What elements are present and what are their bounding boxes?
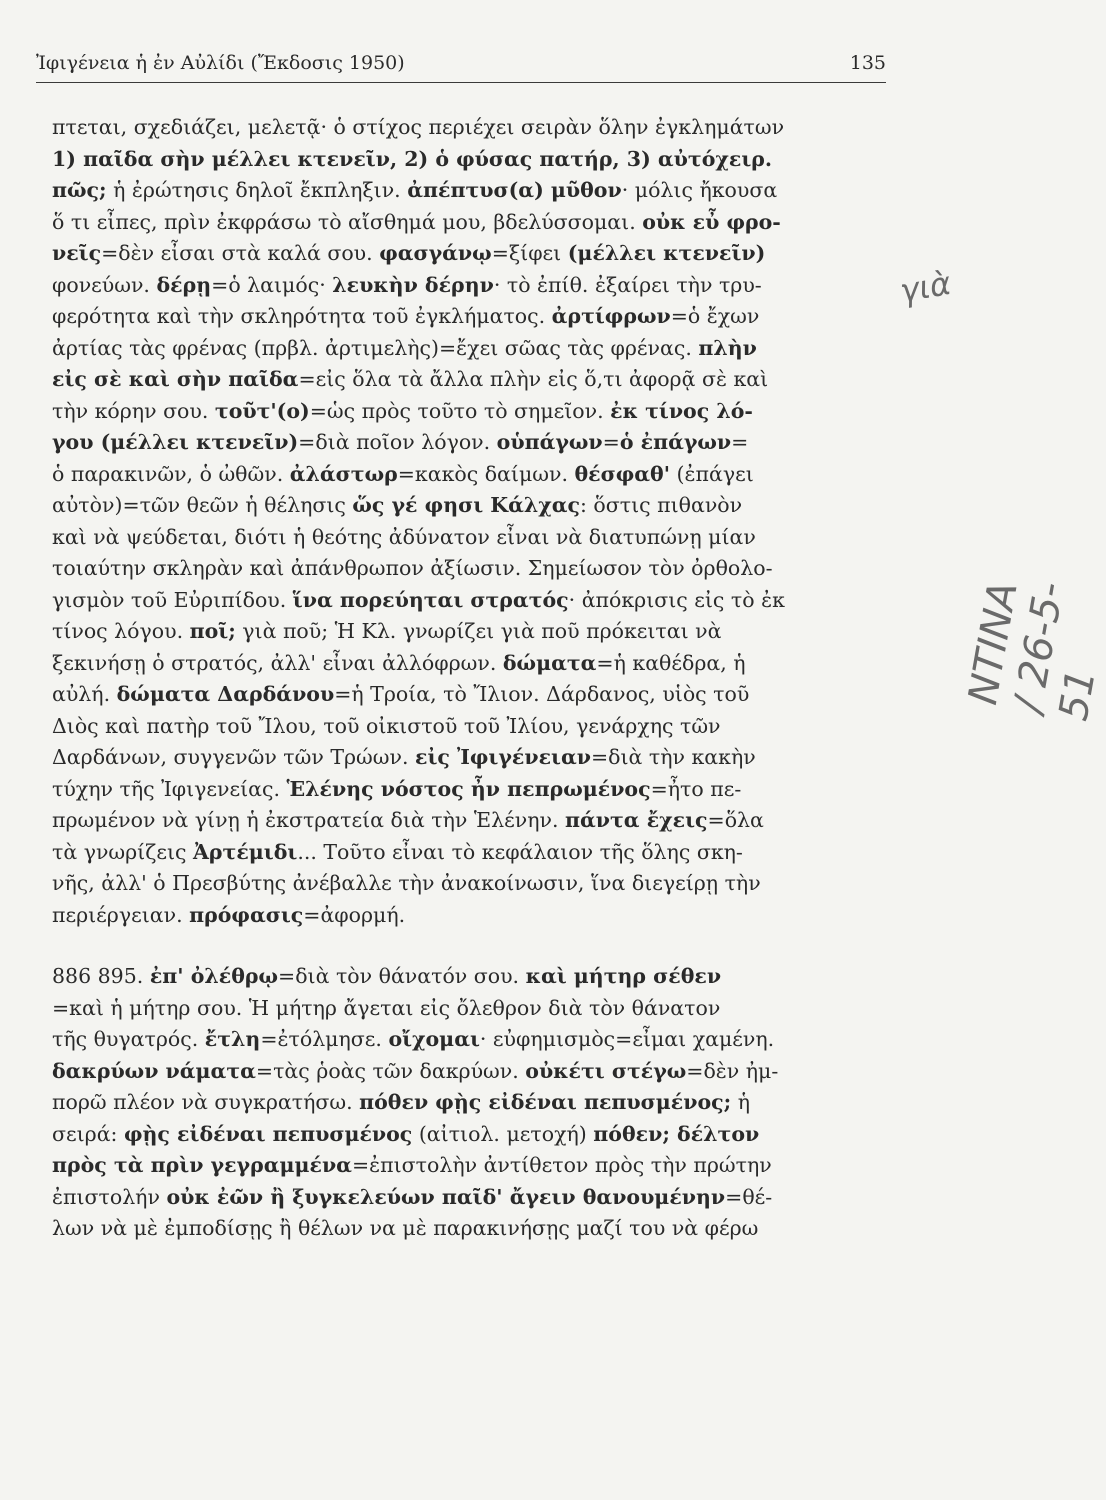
text-line	[52, 742, 892, 774]
text-line	[52, 238, 892, 270]
gloss-text: τὰ γνωρίζεις	[52, 839, 193, 864]
gloss-text: ... Τοῦτο εἶναι τὸ κεφάλαιον τῆς ὅλης σκη-	[297, 839, 743, 864]
gloss-text: =ὡς πρὸς τοῦτο τὸ σημεῖον.	[309, 398, 611, 423]
gloss-text: =θέ-	[725, 1184, 773, 1209]
gloss-text: =δὲν ἠμ-	[686, 1058, 779, 1083]
gloss-text: πτεται, σχεδιάζει, μελετᾷ· ὁ στίχος περιέχει σειρὰν ὅλην ἐγκλημάτων	[52, 115, 785, 139]
text-line	[52, 774, 892, 806]
text-line	[52, 333, 892, 365]
handwritten-margin-note: γιὰ	[897, 263, 954, 311]
gloss-text: · ἀπόκρισις εἰς τὸ ἐκ	[568, 587, 785, 612]
text-line	[52, 837, 892, 869]
text-line	[52, 900, 892, 932]
gloss-text: =ξίφει	[491, 241, 568, 265]
lemma-term: οἴχομαι	[388, 1027, 480, 1051]
lemma-term: ἐκ τίνος λό-	[610, 398, 753, 423]
gloss-text: : ὅστις πιθανὸν	[580, 493, 743, 517]
gloss-text: =ἦτο πε-	[650, 776, 742, 801]
lemma-term: ἐπ' ὀλέθρῳ	[149, 964, 279, 988]
text-line	[52, 1087, 892, 1119]
gloss-text: =ὅλα	[707, 808, 764, 832]
gloss-text: ὅ τι εἶπες, πρὶν ἐκφράσω τὸ αἴσθημά μου, βδελύσσομαι.	[52, 209, 643, 234]
gloss-text: · τὸ ἐπίθ. ἐξαίρει τὴν τρυ-	[493, 272, 762, 297]
gloss-text: φονεύων.	[52, 272, 157, 297]
lemma-term: ἀλάστωρ	[289, 461, 398, 486]
text-line	[52, 459, 892, 491]
gloss-text: · εὐφημισμὸς=εἶμαι χαμένη.	[479, 1027, 775, 1051]
gloss-text: =ἐπιστολὴν ἀντίθετον πρὸς τὴν πρώτην	[351, 1153, 772, 1177]
text-line	[52, 993, 892, 1025]
text-line	[52, 1119, 892, 1151]
paragraph-gap	[52, 931, 892, 961]
gloss-text: γιὰ ποῦ; Ἡ Κλ. γνωρίζει γιὰ ποῦ πρόκειται νὰ	[235, 619, 722, 643]
lemma-term: πόθεν; δέλτον	[593, 1121, 760, 1146]
gloss-text: ὁ παρακινῶν, ὁ ὠθῶν.	[52, 461, 290, 486]
gloss-text: πορῶ πλέον νὰ συγκρατήσω.	[52, 1090, 360, 1114]
gloss-text: ἀρτίας τὰς φρένας (πρβλ. ἀρτιμελὴς)=ἔχει σῶας τὰς φρένας.	[52, 335, 699, 360]
gloss-text: =ἀφορμή.	[303, 902, 406, 927]
gloss-text: ἡ ἐρώτησις δηλοῖ ἔκπληξιν.	[106, 178, 408, 202]
lemma-term: καὶ μήτηρ σέθεν	[525, 964, 722, 988]
gloss-text: =τὰς ῥοὰς τῶν δακρύων.	[255, 1058, 526, 1083]
gloss-text: γισμὸν τοῦ Εὐριπίδου.	[52, 587, 293, 612]
text-line	[52, 144, 892, 176]
page-number: 135	[849, 52, 886, 74]
gloss-text: =δὲν εἶσαι στὰ καλά σου.	[101, 241, 380, 265]
gloss-text: =ἐτόλμησε.	[260, 1027, 389, 1051]
gloss-text: (ἐπάγει	[670, 461, 754, 486]
gloss-text: φερότητα καὶ τὴν σκληρότητα τοῦ ἐγκλήματος.	[52, 304, 552, 328]
text-line	[52, 175, 892, 207]
lemma-term: οὐκ ἐῶν ἢ ξυγκελεύων παῖδ' ἄγειν θανουμένην	[166, 1184, 726, 1209]
header-title: Ἰφιγένεια ἡ ἐν Αὐλίδι (Ἔκδοσις 1950)	[36, 52, 405, 74]
lemma-term: πρόφασις	[189, 902, 304, 927]
gloss-text: =κακὸς δαίμων.	[397, 461, 575, 486]
text-line	[52, 490, 892, 522]
text-line	[52, 207, 892, 239]
text-line	[52, 868, 892, 900]
gloss-text: πρωμένον νὰ γίνῃ ἡ ἐκστρατεία διὰ τὴν Ἑλένην.	[52, 808, 565, 832]
gloss-text: αὐτὸν)=τῶν θεῶν ἡ θέλησις	[52, 493, 353, 517]
gloss-text: τοιαύτην σκληρὰν καὶ ἀπάνθρωπον ἀξίωσιν. Σημείωσον τὸν ὀρθολο-	[52, 556, 773, 580]
lemma-term: εἰς Ἰφιγένειαν	[414, 745, 591, 769]
lemma-term: πόθεν φῂς εἰδέναι πεπυσμένος;	[359, 1090, 732, 1114]
text-line	[52, 1213, 892, 1245]
lemma-term: (μέλλει κτενεῖν)	[567, 241, 766, 265]
text-line	[52, 301, 892, 333]
text-line	[52, 522, 892, 554]
text-line	[52, 270, 892, 302]
gloss-text: =	[731, 430, 749, 454]
lemma-term: οὑπάγων	[496, 430, 603, 454]
lemma-term: Ἀρτέμιδι	[193, 839, 298, 864]
gloss-text: (αἰτιολ. μετοχή)	[412, 1121, 594, 1146]
lemma-term: δώματα Δαρδάνου	[116, 682, 335, 706]
gloss-text: =διὰ τὸν θάνατόν σου.	[278, 964, 526, 988]
lemma-term: πλὴν	[698, 335, 757, 360]
gloss-text: =ἡ καθέδρα, ἡ	[596, 650, 746, 675]
lemma-term: εἰς σὲ καὶ σὴν παῖδα	[52, 367, 299, 391]
text-line	[52, 805, 892, 837]
lemma-term: 1) παῖδα σὴν μέλλει κτενεῖν, 2) ὁ φύσας πατήρ, 3) αὐτόχειρ.	[52, 146, 773, 171]
text-line	[52, 711, 892, 743]
commentary-text	[52, 112, 892, 1245]
gloss-text: =ἡ Τροία, τὸ Ἴλιον. Δάρδανος, υἱὸς τοῦ	[334, 682, 750, 706]
text-line	[52, 679, 892, 711]
gloss-text: Διὸς καὶ πατὴρ τοῦ Ἴλου, τοῦ οἰκιστοῦ τοῦ Ἰλίου, γενάρχης τῶν	[52, 713, 721, 738]
gloss-text: =	[602, 430, 620, 454]
lemma-term: ἔτλη	[204, 1027, 261, 1051]
running-header	[36, 48, 886, 83]
text-line	[52, 553, 892, 585]
gloss-text: =διὰ ποῖον λόγον.	[298, 430, 497, 454]
lemma-term: δώματα	[502, 650, 597, 675]
gloss-text: =καὶ ἡ μήτηρ σου. Ἡ μήτηρ ἄγεται εἰς ὄλεθρον διὰ τὸν θάνατον	[52, 995, 721, 1020]
text-line	[52, 1056, 892, 1088]
gloss-text: =ὁ ἔχων	[670, 304, 760, 328]
lemma-term: ἵνα πορεύηται στρατός	[292, 587, 569, 612]
gloss-text: νῆς, ἀλλ' ὁ Πρεσβύτης ἀνέβαλλε τὴν ἀνακοίνωσιν, ἵνα διεγείρῃ τὴν	[52, 871, 761, 895]
gloss-text: τὴν κόρην σου.	[52, 398, 215, 423]
gloss-text: σειρά:	[52, 1121, 124, 1146]
lemma-term: δέρῃ	[156, 272, 212, 297]
lemma-term: θέσφαθ'	[574, 461, 671, 486]
lemma-term: ὁ ἐπάγων	[619, 430, 732, 454]
lemma-term: ὥς γέ φησι Κάλχας	[352, 493, 580, 517]
text-line	[52, 961, 892, 993]
text-line	[52, 1150, 892, 1182]
gloss-text: =εἰς ὅλα τὰ ἄλλα πλὴν εἰς ὅ,τι ἀφορᾷ σὲ καὶ	[298, 367, 769, 391]
gloss-text: Δαρδάνων, συγγενῶν τῶν Τρώων.	[52, 745, 415, 769]
lemma-term: ἀρτίφρων	[551, 304, 671, 328]
gloss-text: τύχην τῆς Ἰφιγενείας.	[52, 776, 287, 801]
text-line	[52, 616, 892, 648]
lemma-term: ποῖ;	[189, 619, 236, 643]
gloss-text: =διὰ τὴν κακὴν	[590, 745, 756, 769]
gloss-text: καὶ νὰ ψεύδεται, διότι ἡ θεότης ἀδύνατον εἶναι νὰ διατυπώνῃ μίαν	[52, 524, 756, 549]
lemma-term: οὐκέτι στέγω	[525, 1058, 687, 1083]
text-line	[52, 396, 892, 428]
gloss-text: αὐλή.	[52, 682, 117, 706]
lemma-term: Ἑλένης νόστος ἦν πεπρωμένος	[286, 776, 651, 801]
lemma-term: γου (μέλλει κτενεῖν)	[52, 430, 299, 454]
gloss-text: 886 895.	[52, 964, 150, 988]
lemma-term: φασγάνῳ	[379, 241, 492, 265]
gloss-text: τίνος λόγου.	[52, 619, 190, 643]
text-line	[52, 1024, 892, 1056]
lemma-term: ἀπέπτυσ(α) μῦθον	[407, 178, 622, 202]
lemma-term: νεῖς	[52, 241, 102, 265]
lemma-term: πῶς;	[52, 178, 107, 202]
lemma-term: φῂς εἰδέναι πεπυσμένος	[123, 1121, 413, 1146]
gloss-text: ἐπιστολήν	[52, 1184, 167, 1209]
gloss-text: λων νὰ μὲ ἐμποδίσῃς ἢ θέλων να μὲ παρακινήσῃς μαζί του νὰ φέρω	[52, 1216, 759, 1240]
lemma-term: τοῦτ'(ο)	[214, 398, 310, 423]
lemma-term: δακρύων νάματα	[52, 1058, 256, 1083]
lemma-term: οὐκ εὖ φρο-	[642, 209, 781, 234]
gloss-text: =ὁ λαιμός·	[211, 272, 333, 297]
gloss-text: ἡ	[731, 1090, 750, 1114]
lemma-term: πρὸς τὰ πρὶν γεγραμμένα	[52, 1153, 352, 1177]
text-line	[52, 427, 892, 459]
gloss-text: περιέργειαν.	[52, 902, 190, 927]
handwritten-signature-date: ΝΤΙΝΑ / 26-5-51	[960, 578, 1105, 724]
gloss-text: ξεκινήσῃ ὁ στρατός, ἀλλ' εἶναι ἀλλόφρων.	[52, 650, 503, 675]
text-line	[52, 1182, 892, 1214]
text-line	[52, 648, 892, 680]
text-line	[52, 364, 892, 396]
lemma-term: λευκὴν δέρην	[332, 272, 494, 297]
gloss-text: · μόλις ἤκουσα	[621, 178, 778, 202]
gloss-text: τῆς θυγατρός.	[52, 1027, 205, 1051]
text-line	[52, 112, 892, 144]
text-line	[52, 585, 892, 617]
lemma-term: πάντα ἔχεις	[564, 808, 708, 832]
